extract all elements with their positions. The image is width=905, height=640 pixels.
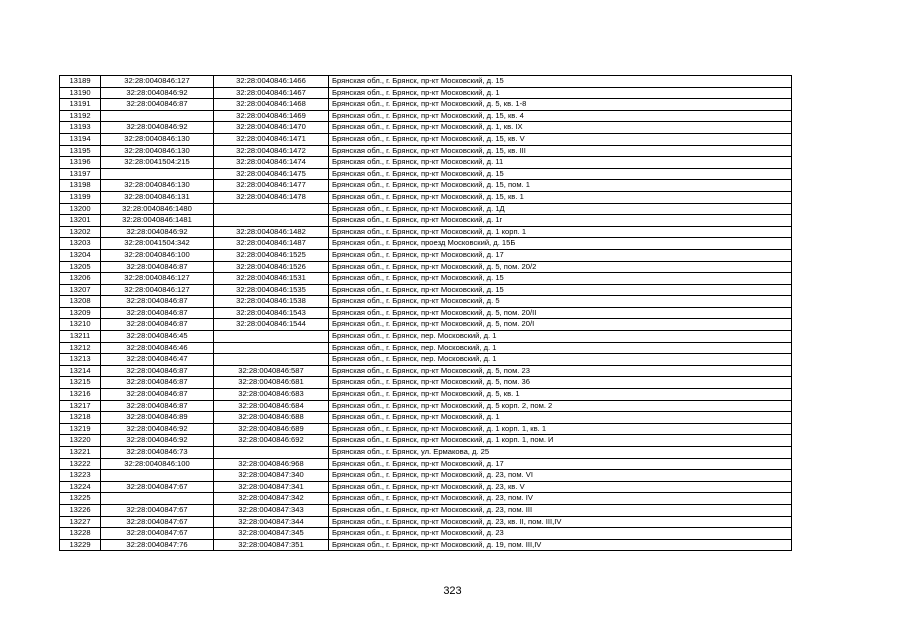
row-number-cell: 13202 — [60, 226, 101, 238]
address-cell: Брянская обл., г. Брянск, пр-кт Московский, д. 15, пом. 1 — [329, 180, 792, 192]
address-cell: Брянская обл., г. Брянск, пр-кт Московский, д. 23 — [329, 528, 792, 540]
cadastral-number-cell: 32:28:0040846:100 — [101, 458, 214, 470]
address-cell: Брянская обл., г. Брянск, пр-кт Московский, д. 5, кв. 1 — [329, 389, 792, 401]
table-row — [60, 145, 792, 157]
row-number-cell: 13200 — [60, 203, 101, 215]
address-cell: Брянская обл., г. Брянск, пр-кт Московский, д. 15 — [329, 76, 792, 88]
cadastral-number-cell: 32:28:0040846:1481 — [101, 215, 214, 227]
cadastral-number-cell: 32:28:0040846:45 — [101, 331, 214, 343]
address-cell: Брянская обл., г. Брянск, пр-кт Московский, д. 17 — [329, 249, 792, 261]
object-cadastral-number-cell — [214, 354, 329, 366]
cadastral-number-cell: 32:28:0041504:215 — [101, 157, 214, 169]
row-number-cell: 13228 — [60, 528, 101, 540]
table-row — [60, 423, 792, 435]
row-number-cell: 13205 — [60, 261, 101, 273]
row-number-cell: 13220 — [60, 435, 101, 447]
cadastral-number-cell: 32:28:0040846:87 — [101, 261, 214, 273]
address-cell: Брянская обл., г. Брянск, пр-кт Московский, д. 19, пом. III,IV — [329, 539, 792, 551]
row-number-cell: 13204 — [60, 249, 101, 261]
table-row — [60, 76, 792, 88]
address-cell: Брянская обл., г. Брянск, пр-кт Московский, д. 5 — [329, 296, 792, 308]
cadastral-number-cell: 32:28:0040847:67 — [101, 516, 214, 528]
row-number-cell: 13226 — [60, 504, 101, 516]
address-cell: Брянская обл., г. Брянск, ул. Ермакова, д. 25 — [329, 447, 792, 459]
object-cadastral-number-cell: 32:28:0040846:1472 — [214, 145, 329, 157]
registry-table — [59, 75, 792, 551]
cadastral-number-cell: 32:28:0040846:73 — [101, 447, 214, 459]
table-row — [60, 226, 792, 238]
object-cadastral-number-cell: 32:28:0040846:1526 — [214, 261, 329, 273]
object-cadastral-number-cell: 32:28:0040846:1544 — [214, 319, 329, 331]
cadastral-number-cell: 32:28:0040847:76 — [101, 539, 214, 551]
table-row — [60, 284, 792, 296]
address-cell: Брянская обл., г. Брянск, пр-кт Московский, д. 15, кв. III — [329, 145, 792, 157]
page-number: 323 — [443, 585, 462, 597]
object-cadastral-number-cell: 32:28:0040846:1487 — [214, 238, 329, 250]
object-cadastral-number-cell: 32:28:0040846:1474 — [214, 157, 329, 169]
table-row — [60, 319, 792, 331]
table-row — [60, 87, 792, 99]
row-number-cell: 13199 — [60, 191, 101, 203]
address-cell: Брянская обл., г. Брянск, пр-кт Московский, д. 1 корп. 1, пом. И — [329, 435, 792, 447]
cadastral-number-cell — [101, 470, 214, 482]
object-cadastral-number-cell: 32:28:0040847:351 — [214, 539, 329, 551]
table-row — [60, 447, 792, 459]
row-number-cell: 13222 — [60, 458, 101, 470]
table-row — [60, 215, 792, 227]
table-row — [60, 539, 792, 551]
table-row — [60, 504, 792, 516]
object-cadastral-number-cell: 32:28:0040846:1469 — [214, 110, 329, 122]
object-cadastral-number-cell: 32:28:0040847:341 — [214, 481, 329, 493]
row-number-cell: 13196 — [60, 157, 101, 169]
cadastral-number-cell: 32:28:0040846:92 — [101, 435, 214, 447]
address-cell: Брянская обл., г. Брянск, пр-кт Московский, д. 11 — [329, 157, 792, 169]
cadastral-number-cell: 32:28:0040846:87 — [101, 365, 214, 377]
cadastral-number-cell: 32:28:0040846:92 — [101, 87, 214, 99]
object-cadastral-number-cell: 32:28:0040847:343 — [214, 504, 329, 516]
cadastral-number-cell: 32:28:0040846:89 — [101, 412, 214, 424]
cadastral-number-cell: 32:28:0040846:92 — [101, 423, 214, 435]
row-number-cell: 13221 — [60, 447, 101, 459]
address-cell: Брянская обл., г. Брянск, пр-кт Московский, д. 1 — [329, 412, 792, 424]
object-cadastral-number-cell: 32:28:0040846:1471 — [214, 133, 329, 145]
cadastral-number-cell: 32:28:0040846:131 — [101, 191, 214, 203]
table-row — [60, 261, 792, 273]
row-number-cell: 13201 — [60, 215, 101, 227]
object-cadastral-number-cell: 32:28:0040846:1482 — [214, 226, 329, 238]
address-cell: Брянская обл., г. Брянск, пр-кт Московский, д. 1Д — [329, 203, 792, 215]
cadastral-number-cell: 32:28:0040846:87 — [101, 99, 214, 111]
object-cadastral-number-cell: 32:28:0040846:968 — [214, 458, 329, 470]
table-row — [60, 180, 792, 192]
cadastral-number-cell: 32:28:0040846:87 — [101, 377, 214, 389]
address-cell: Брянская обл., г. Брянск, пр-кт Московский, д. 5, пом. 36 — [329, 377, 792, 389]
address-cell: Брянская обл., г. Брянск, пр-кт Московский, д. 5, пом. 23 — [329, 365, 792, 377]
cadastral-number-cell: 32:28:0040846:130 — [101, 133, 214, 145]
row-number-cell: 13216 — [60, 389, 101, 401]
table-row — [60, 377, 792, 389]
row-number-cell: 13195 — [60, 145, 101, 157]
address-cell: Брянская обл., г. Брянск, пр-кт Московский, д. 15 — [329, 273, 792, 285]
address-cell: Брянская обл., г. Брянск, пр-кт Московский, д. 15, кв. 1 — [329, 191, 792, 203]
row-number-cell: 13229 — [60, 539, 101, 551]
object-cadastral-number-cell: 32:28:0040846:1467 — [214, 87, 329, 99]
table-row — [60, 99, 792, 111]
address-cell: Брянская обл., г. Брянск, пр-кт Московский, д. 23, пом. IV — [329, 493, 792, 505]
table-row — [60, 458, 792, 470]
row-number-cell: 13225 — [60, 493, 101, 505]
address-cell: Брянская обл., г. Брянск, пр-кт Московский, д. 23, пом. III — [329, 504, 792, 516]
address-cell: Брянская обл., г. Брянск, пр-кт Московский, д. 1 — [329, 87, 792, 99]
address-cell: Брянская обл., г. Брянск, пр-кт Московский, д. 15 — [329, 168, 792, 180]
cadastral-number-cell — [101, 493, 214, 505]
table-row — [60, 528, 792, 540]
cadastral-number-cell: 32:28:0040846:130 — [101, 180, 214, 192]
address-cell: Брянская обл., г. Брянск, пр-кт Московский, д. 23, кв. II, пом. III,IV — [329, 516, 792, 528]
address-cell: Брянская обл., г. Брянск, пр-кт Московский, д. 1г — [329, 215, 792, 227]
row-number-cell: 13215 — [60, 377, 101, 389]
object-cadastral-number-cell: 32:28:0040846:1466 — [214, 76, 329, 88]
address-cell: Брянская обл., г. Брянск, пр-кт Московский, д. 5 корп. 2, пом. 2 — [329, 400, 792, 412]
table-row — [60, 191, 792, 203]
row-number-cell: 13203 — [60, 238, 101, 250]
row-number-cell: 13212 — [60, 342, 101, 354]
table-row — [60, 122, 792, 134]
table-row — [60, 342, 792, 354]
table-row — [60, 133, 792, 145]
table-row — [60, 435, 792, 447]
object-cadastral-number-cell: 32:28:0040846:1468 — [214, 99, 329, 111]
cadastral-number-cell: 32:28:0040846:47 — [101, 354, 214, 366]
object-cadastral-number-cell: 32:28:0040846:1478 — [214, 191, 329, 203]
row-number-cell: 13227 — [60, 516, 101, 528]
address-cell: Брянская обл., г. Брянск, проезд Московский, д. 15Б — [329, 238, 792, 250]
table-row — [60, 296, 792, 308]
cadastral-number-cell: 32:28:0040846:92 — [101, 226, 214, 238]
cadastral-number-cell: 32:28:0040846:1480 — [101, 203, 214, 215]
cadastral-number-cell: 32:28:0040846:127 — [101, 273, 214, 285]
table-row — [60, 238, 792, 250]
cadastral-number-cell: 32:28:0040846:100 — [101, 249, 214, 261]
table-row — [60, 110, 792, 122]
object-cadastral-number-cell: 32:28:0040846:1538 — [214, 296, 329, 308]
address-cell: Брянская обл., г. Брянск, пр-кт Московский, д. 5, пом. 20/2 — [329, 261, 792, 273]
table-row — [60, 493, 792, 505]
address-cell: Брянская обл., г. Брянск, пр-кт Московский, д. 1 корп. 1 — [329, 226, 792, 238]
row-number-cell: 13190 — [60, 87, 101, 99]
cadastral-number-cell: 32:28:0040846:87 — [101, 307, 214, 319]
object-cadastral-number-cell: 32:28:0040846:683 — [214, 389, 329, 401]
row-number-cell: 13213 — [60, 354, 101, 366]
object-cadastral-number-cell — [214, 215, 329, 227]
table-row — [60, 481, 792, 493]
object-cadastral-number-cell — [214, 447, 329, 459]
table-row — [60, 331, 792, 343]
cadastral-number-cell: 32:28:0040847:67 — [101, 528, 214, 540]
table-row — [60, 168, 792, 180]
object-cadastral-number-cell — [214, 331, 329, 343]
object-cadastral-number-cell: 32:28:0040846:1543 — [214, 307, 329, 319]
table-row — [60, 400, 792, 412]
row-number-cell: 13191 — [60, 99, 101, 111]
address-cell: Брянская обл., г. Брянск, пр-кт Московский, д. 1, кв. IX — [329, 122, 792, 134]
cadastral-number-cell: 32:28:0040846:87 — [101, 389, 214, 401]
table-row — [60, 157, 792, 169]
cadastral-number-cell — [101, 168, 214, 180]
object-cadastral-number-cell: 32:28:0040846:684 — [214, 400, 329, 412]
object-cadastral-number-cell — [214, 342, 329, 354]
row-number-cell: 13207 — [60, 284, 101, 296]
table-row — [60, 389, 792, 401]
object-cadastral-number-cell: 32:28:0040846:689 — [214, 423, 329, 435]
cadastral-number-cell — [101, 110, 214, 122]
cadastral-number-cell: 32:28:0040846:87 — [101, 319, 214, 331]
object-cadastral-number-cell: 32:28:0040846:1525 — [214, 249, 329, 261]
object-cadastral-number-cell: 32:28:0040846:587 — [214, 365, 329, 377]
object-cadastral-number-cell: 32:28:0040846:1531 — [214, 273, 329, 285]
address-cell: Брянская обл., г. Брянск, пр-кт Московский, д. 23, пом. VI — [329, 470, 792, 482]
object-cadastral-number-cell: 32:28:0040847:344 — [214, 516, 329, 528]
object-cadastral-number-cell: 32:28:0040846:688 — [214, 412, 329, 424]
row-number-cell: 13209 — [60, 307, 101, 319]
address-cell: Брянская обл., г. Брянск, пер. Московский, д. 1 — [329, 354, 792, 366]
object-cadastral-number-cell: 32:28:0040847:340 — [214, 470, 329, 482]
row-number-cell: 13211 — [60, 331, 101, 343]
row-number-cell: 13223 — [60, 470, 101, 482]
cadastral-number-cell: 32:28:0040846:130 — [101, 145, 214, 157]
cadastral-number-cell: 32:28:0040847:67 — [101, 481, 214, 493]
address-cell: Брянская обл., г. Брянск, пр-кт Московский, д. 5, пом. 20/I — [329, 319, 792, 331]
address-cell: Брянская обл., г. Брянск, пр-кт Московский, д. 23, кв. V — [329, 481, 792, 493]
cadastral-number-cell: 32:28:0040847:67 — [101, 504, 214, 516]
row-number-cell: 13218 — [60, 412, 101, 424]
object-cadastral-number-cell: 32:28:0040846:1477 — [214, 180, 329, 192]
row-number-cell: 13219 — [60, 423, 101, 435]
row-number-cell: 13206 — [60, 273, 101, 285]
table-row — [60, 273, 792, 285]
object-cadastral-number-cell: 32:28:0040846:1470 — [214, 122, 329, 134]
address-cell: Брянская обл., г. Брянск, пр-кт Московский, д. 15, кв. 4 — [329, 110, 792, 122]
cadastral-number-cell: 32:28:0040846:127 — [101, 76, 214, 88]
address-cell: Брянская обл., г. Брянск, пр-кт Московский, д. 15, кв. V — [329, 133, 792, 145]
table-row — [60, 412, 792, 424]
object-cadastral-number-cell — [214, 203, 329, 215]
table-row — [60, 470, 792, 482]
address-cell: Брянская обл., г. Брянск, пер. Московский, д. 1 — [329, 331, 792, 343]
cadastral-number-cell: 32:28:0040846:87 — [101, 400, 214, 412]
row-number-cell: 13208 — [60, 296, 101, 308]
address-cell: Брянская обл., г. Брянск, пр-кт Московский, д. 5, кв. 1-8 — [329, 99, 792, 111]
cadastral-number-cell: 32:28:0040846:127 — [101, 284, 214, 296]
cadastral-number-cell: 32:28:0040846:46 — [101, 342, 214, 354]
registry-table-body — [60, 76, 792, 551]
row-number-cell: 13224 — [60, 481, 101, 493]
row-number-cell: 13198 — [60, 180, 101, 192]
object-cadastral-number-cell: 32:28:0040847:345 — [214, 528, 329, 540]
table-row — [60, 365, 792, 377]
address-cell: Брянская обл., г. Брянск, пр-кт Московский, д. 1 корп. 1, кв. 1 — [329, 423, 792, 435]
row-number-cell: 13192 — [60, 110, 101, 122]
row-number-cell: 13214 — [60, 365, 101, 377]
object-cadastral-number-cell: 32:28:0040846:1475 — [214, 168, 329, 180]
address-cell: Брянская обл., г. Брянск, пр-кт Московский, д. 17 — [329, 458, 792, 470]
table-row — [60, 203, 792, 215]
row-number-cell: 13197 — [60, 168, 101, 180]
table-row — [60, 249, 792, 261]
row-number-cell: 13193 — [60, 122, 101, 134]
row-number-cell: 13210 — [60, 319, 101, 331]
table-row — [60, 307, 792, 319]
cadastral-number-cell: 32:28:0040846:87 — [101, 296, 214, 308]
cadastral-number-cell: 32:28:0041504:342 — [101, 238, 214, 250]
object-cadastral-number-cell: 32:28:0040846:692 — [214, 435, 329, 447]
table-row — [60, 354, 792, 366]
object-cadastral-number-cell: 32:28:0040847:342 — [214, 493, 329, 505]
address-cell: Брянская обл., г. Брянск, пр-кт Московский, д. 5, пом. 20/II — [329, 307, 792, 319]
address-cell: Брянская обл., г. Брянск, пер. Московский, д. 1 — [329, 342, 792, 354]
row-number-cell: 13194 — [60, 133, 101, 145]
address-cell: Брянская обл., г. Брянск, пр-кт Московский, д. 15 — [329, 284, 792, 296]
object-cadastral-number-cell: 32:28:0040846:1535 — [214, 284, 329, 296]
row-number-cell: 13217 — [60, 400, 101, 412]
object-cadastral-number-cell: 32:28:0040846:681 — [214, 377, 329, 389]
cadastral-number-cell: 32:28:0040846:92 — [101, 122, 214, 134]
table-row — [60, 516, 792, 528]
row-number-cell: 13189 — [60, 76, 101, 88]
